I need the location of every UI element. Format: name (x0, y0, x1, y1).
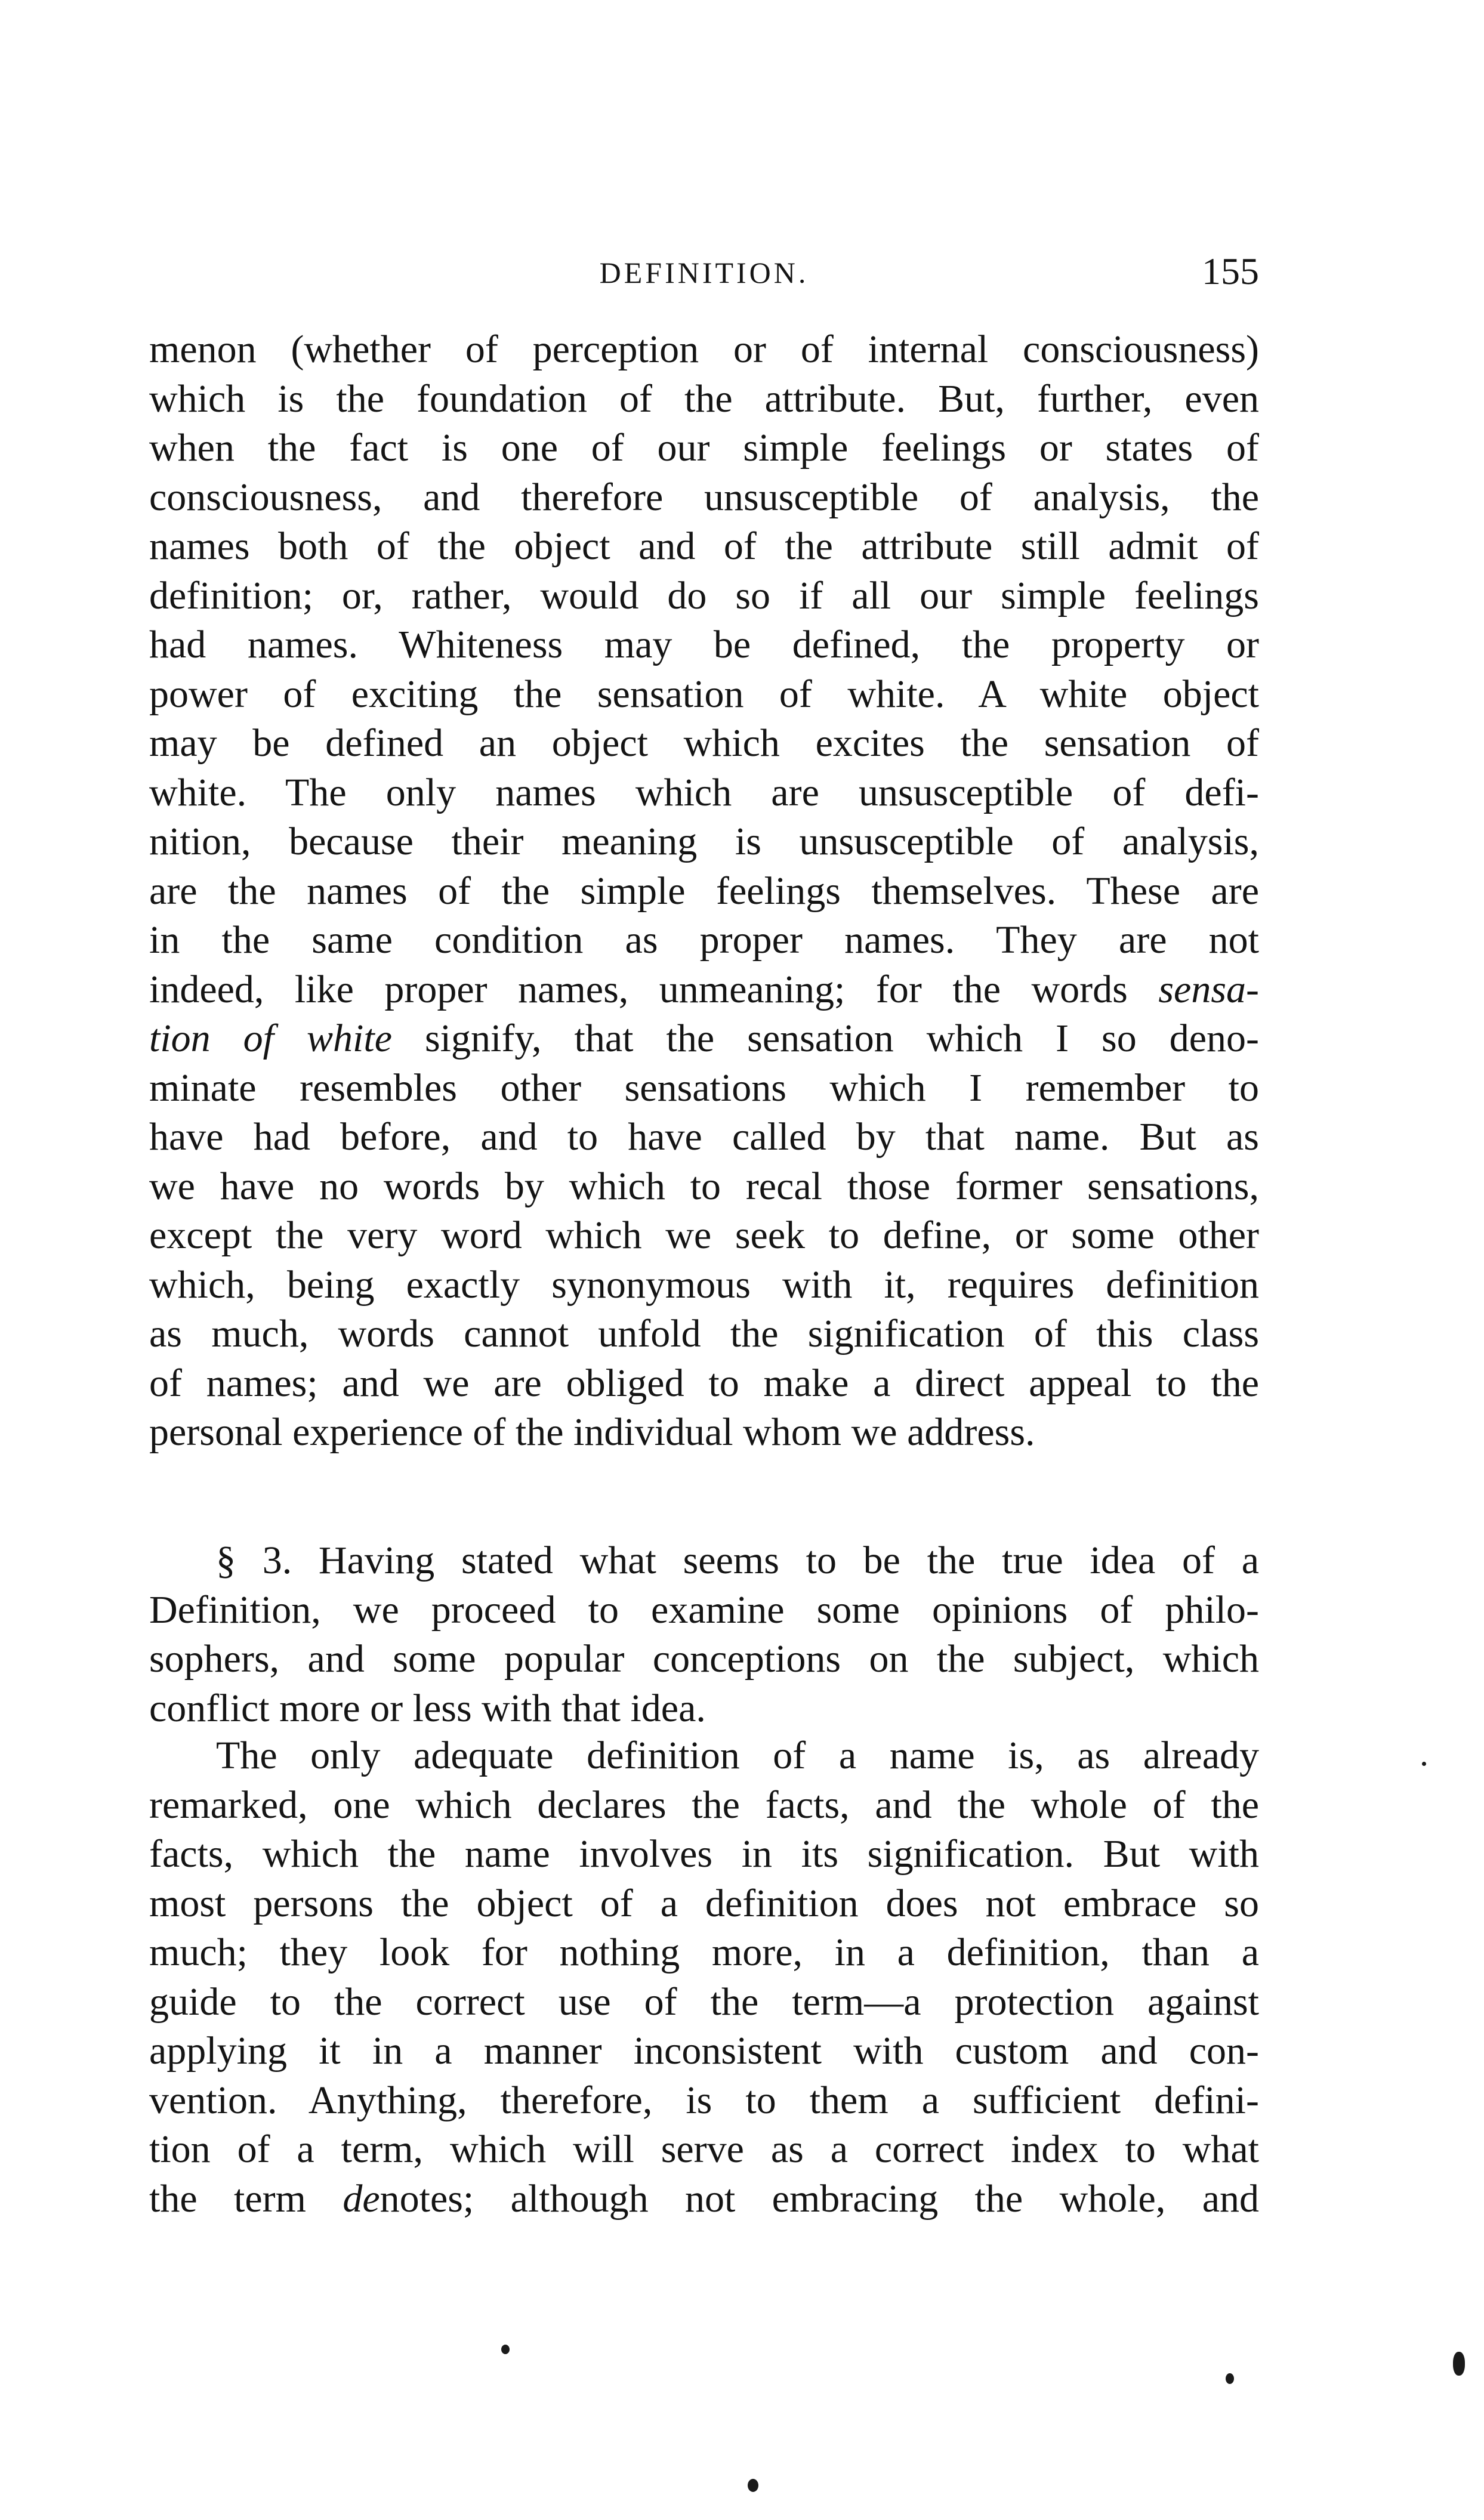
ink-speck (501, 2345, 510, 2354)
section-3-paragraph (149, 1536, 1259, 1733)
text-line: indeed, like proper names, unmeaning; for the words sensa- (149, 967, 1259, 1011)
text-line: as much, words cannot unfold the signification of this class (149, 1312, 1259, 1355)
text-line: The only adequate definition of a name is, as already (216, 1734, 1259, 1777)
text-line: power of exciting the sensation of white. A white object (149, 672, 1259, 716)
page-number: 155 (1202, 250, 1259, 292)
text-line: tion of a term, which will serve as a correct index to what (149, 2127, 1259, 2171)
text-line: nition, because their meaning is unsusceptible of analysis, (149, 820, 1259, 863)
text-line: tion of white signify, that the sensation which I so deno- (149, 1017, 1259, 1060)
text-line: sophers, and some popular conceptions on the subject, which (149, 1637, 1259, 1681)
text-line: had names. Whiteness may be defined, the property or (149, 623, 1259, 666)
text-line: in the same condition as proper names. They are not (149, 918, 1259, 962)
ink-speck (748, 2479, 758, 2492)
text-line: menon (whether of perception or of internal consciousness) (149, 328, 1259, 371)
page-header (149, 249, 1259, 297)
text-line: have had before, and to have called by that name. But as (149, 1115, 1259, 1159)
text-line: white. The only names which are unsusceptible of defi- (149, 770, 1259, 814)
ink-speck (1422, 1762, 1426, 1766)
text-line: conflict more or less with that idea. (149, 1686, 706, 1730)
text-line: which, being exactly synonymous with it, requires definition (149, 1262, 1259, 1307)
text-line: guide to the correct use of the term—a protection against (149, 1979, 1259, 2024)
text-line: except the very word which we seek to define, or some other (149, 1213, 1259, 1257)
running-title: DEFINITION. (599, 256, 809, 289)
text-line: which is the foundation of the attribute. But, further, even (149, 376, 1259, 421)
text-line: vention. Anything, therefore, is to them a sufficient defini- (149, 2078, 1259, 2122)
text-line: facts, which the name involves in its signification. But with (149, 1832, 1259, 1876)
text-line: may be defined an object which excites the sensation of (149, 721, 1259, 765)
text-line: applying it in a manner inconsistent with custom and con- (149, 2029, 1259, 2073)
text-line: minate resembles other sensations which I remember to (149, 1066, 1259, 1110)
ink-speck (1226, 2373, 1234, 2384)
paragraph-continuation (149, 325, 1259, 1457)
text-line: the term denotes; although not embracing the whole, and (149, 2176, 1259, 2221)
text-line: most persons the object of a definition does not embrace so (149, 1881, 1259, 1925)
text-line: consciousness, and therefore unsusceptible of analysis, the (149, 475, 1259, 519)
text-line: when the fact is one of our simple feelings or states of (149, 426, 1259, 470)
text-line: § 3. Having stated what seems to be the true idea of a (216, 1539, 1259, 1582)
text-line: personal experience of the individual whom we address. (149, 1410, 1035, 1454)
text-line: names both of the object and of the attribute still admit of (149, 524, 1259, 568)
text-line: are the names of the simple feelings themselves. These are (149, 869, 1259, 913)
text-line: Definition, we proceed to examine some opinions of philo- (149, 1588, 1259, 1632)
text-line: we have no words by which to recal those former sensations, (149, 1164, 1259, 1208)
text-line: of names; and we are obliged to make a direct appeal to the (149, 1361, 1259, 1405)
ink-speck (1453, 2352, 1465, 2376)
text-line: definition; or, rather, would do so if all our simple feelings (149, 573, 1259, 617)
text-line: much; they look for nothing more, in a definition, than a (149, 1931, 1259, 1974)
adequate-definition-paragraph (149, 1731, 1259, 2223)
text-line: remarked, one which declares the facts, and the whole of the (149, 1783, 1259, 1827)
